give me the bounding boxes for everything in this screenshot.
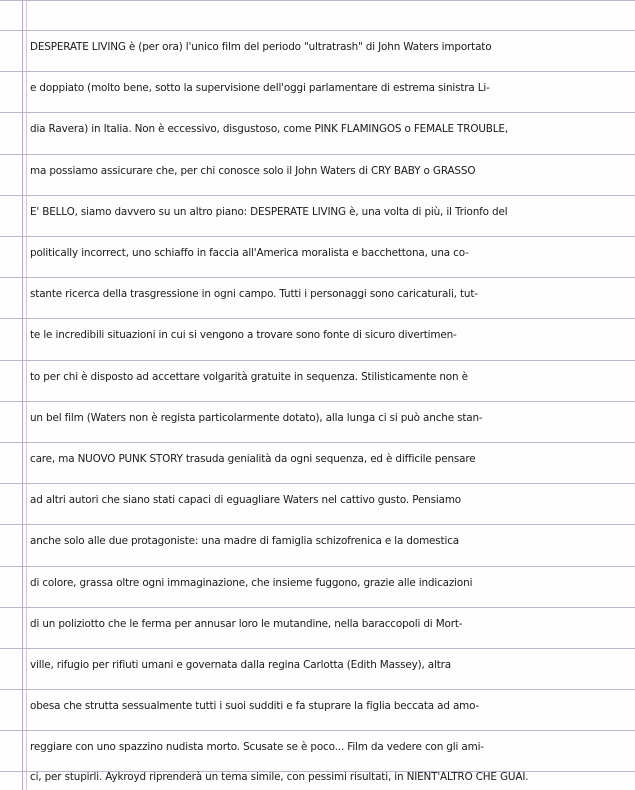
ruled-line [0, 0, 635, 1]
text-line: di colore, grassa oltre ogni immaginazione, che insieme fuggono, grazie alle indicazioni [30, 577, 473, 589]
ruled-line [0, 566, 635, 567]
text-line: ville, rifugio per rifiuti umani e governata dalla regina Carlotta (Edith Massey), altra [30, 659, 452, 671]
text-line: di un poliziotto che le ferma per annusar loro le mutandine, nella baraccopoli di Mort- [30, 618, 463, 630]
text-line: ci, per stupirli. Aykroyd riprenderà un tema simile, con pessimi risultati, in NIENT'ALTRO CHE GUAI. [30, 771, 529, 783]
ruled-line [0, 195, 635, 196]
ruled-line [0, 483, 635, 484]
text-line: DESPERATE LIVING è (per ora) l'unico film del periodo "ultratrash" di John Waters importato [30, 41, 492, 53]
text-line: to per chi è disposto ad accettare volgarità gratuite in sequenza. Stilisticamente non è [30, 371, 468, 383]
ruled-line [0, 71, 635, 72]
text-line: politically incorrect, uno schiaffo in faccia all'America moralista e bacchettona, una co- [30, 247, 469, 259]
text-line: anche solo alle due protagoniste: una madre di famiglia schizofrenica e la domestica [30, 535, 459, 547]
ruled-line [0, 730, 635, 731]
ruled-line [0, 607, 635, 608]
text-line: E' BELLO, siamo davvero su un altro piano: DESPERATE LIVING è, una volta di più, il Trionfo del [30, 206, 508, 218]
ruled-line [0, 318, 635, 319]
ruled-line [0, 401, 635, 402]
ruled-line [0, 112, 635, 113]
ruled-line [0, 30, 635, 31]
ruled-line [0, 524, 635, 525]
ruled-line [0, 648, 635, 649]
text-line: te le incredibili situazioni in cui si vengono a trovare sono fonte di sicuro divertimen- [30, 329, 457, 341]
text-line: e doppiato (molto bene, sotto la supervisione dell'oggi parlamentare di estrema sinistra Li- [30, 82, 490, 94]
text-line: un bel film (Waters non è regista particolarmente dotato), alla lunga ci si può anche stan- [30, 412, 483, 424]
ruled-line [0, 236, 635, 237]
ruled-line [0, 360, 635, 361]
ruled-line [0, 689, 635, 690]
text-line: stante ricerca della trasgressione in ogni campo. Tutti i personaggi sono caricaturali, tut- [30, 288, 478, 300]
ruled-line [0, 277, 635, 278]
ruled-line [0, 442, 635, 443]
text-line: reggiare con uno spazzino nudista morto. Scusate se è poco... Film da vedere con gli ami- [30, 741, 484, 753]
margin-line [22, 0, 23, 790]
text-line: ma possiamo assicurare che, per chi conosce solo il John Waters di CRY BABY o GRASSO [30, 165, 476, 177]
ruled-line [0, 154, 635, 155]
text-line: care, ma NUOVO PUNK STORY trasuda genialità da ogni sequenza, ed è difficile pensare [30, 453, 476, 465]
text-line: obesa che strutta sessualmente tutti i suoi sudditi e fa stuprare la figlia beccata ad amo- [30, 700, 480, 712]
text-line: ad altri autori che siano stati capaci di eguagliare Waters nel cattivo gusto. Pensiamo [30, 494, 462, 506]
text-line: dia Ravera) in Italia. Non è eccessivo, disgustoso, come PINK FLAMINGOS o FEMALE TROUBLE, [30, 123, 508, 135]
margin-line-inner [26, 0, 27, 790]
